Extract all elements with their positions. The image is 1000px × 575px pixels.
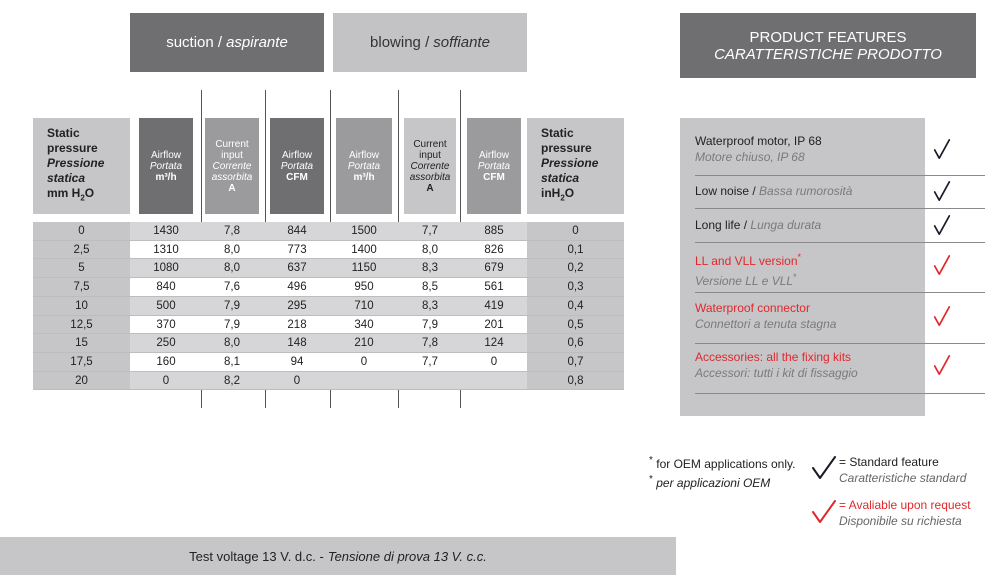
table-cell: 8,3: [422, 262, 438, 275]
table-cell: 8,5: [422, 281, 438, 294]
upon-request-legend: = Avaliable upon request Disponibile su richiesta: [839, 498, 971, 528]
table-row: [33, 334, 624, 352]
table-cell: 0,5: [527, 316, 624, 334]
static-pressure-mm-header: Static pressure Pressione statica mm $H_2O$: [33, 118, 130, 214]
table-cell: 250: [156, 337, 176, 350]
table-cell: 679: [484, 262, 504, 275]
check-icon: [932, 138, 952, 160]
table-cell: 8,0: [422, 243, 438, 256]
feature-label-italian: Accessori: tutti i kit di fissaggio: [695, 366, 858, 380]
table-cell: 561: [484, 281, 504, 294]
feature-label: Low noise /: [695, 184, 756, 198]
table-cell: 1500: [351, 225, 377, 237]
table-cell: 773: [287, 243, 307, 256]
table-cell: 8,1: [224, 355, 240, 368]
product-features-header: PRODUCT FEATURES CARATTERISTICHE PRODOTTO: [680, 13, 976, 78]
feature-divider: [695, 292, 985, 293]
table-cell: [467, 372, 521, 390]
table-cell: 419: [484, 299, 504, 312]
table-cell: 7,5: [33, 278, 130, 296]
table-cell: 295: [287, 299, 307, 312]
table-cell: 8,2: [224, 374, 240, 387]
feature-label-italian: Connettori a tenuta stagna: [695, 317, 837, 331]
table-cell: 148: [287, 337, 307, 350]
table-cell: 2,5: [33, 241, 130, 259]
feature-label-italian: Motore chiuso, IP 68: [695, 150, 805, 164]
blowing-airflow-header: Airflow Portata m³/h: [336, 118, 392, 214]
table-cell: 10: [33, 297, 130, 315]
check-icon: [811, 455, 837, 481]
table-cell: 1150: [351, 262, 377, 275]
table-cell: 500: [156, 299, 176, 312]
table-row: [33, 353, 624, 371]
table-cell: 0: [293, 374, 301, 387]
blowing-cfm-header: Airflow Portata CFM: [467, 118, 521, 214]
suction-cfm-header: Airflow Portata CFM: [270, 118, 324, 214]
table-cell: 218: [287, 318, 307, 331]
table-cell: 0,7: [527, 353, 624, 371]
table-cell: 7,7: [422, 355, 438, 368]
table-cell: 0: [527, 222, 624, 240]
static-pressure-in-header: Static pressure Pressione statica inH$_2$O: [527, 118, 624, 214]
table-cell: 7,8: [224, 225, 240, 237]
table-cell: 1080: [153, 262, 179, 275]
table-cell: 17,5: [33, 353, 130, 371]
table-cell: 0,6: [527, 334, 624, 352]
feature-divider: [695, 175, 985, 176]
table-cell: 1400: [351, 243, 377, 256]
table-cell: 8,0: [224, 262, 240, 275]
table-cell: 8,0: [224, 243, 240, 256]
suction-airflow-header: Airflow Portata m³/h: [139, 118, 193, 214]
table-cell: 710: [354, 299, 374, 312]
table-row: [33, 372, 624, 390]
table-row: [33, 278, 624, 296]
feature-label: Waterproof motor, IP 68: [695, 134, 822, 148]
table-cell: 12,5: [33, 316, 130, 334]
table-cell: 950: [354, 281, 374, 294]
feature-label: LL and VLL version: [695, 254, 798, 268]
feature-label-italian: Versione LL e VLL: [695, 274, 794, 288]
table-row: [33, 297, 624, 315]
row-divider: [33, 389, 624, 390]
table-cell: 201: [484, 318, 504, 331]
table-cell: 7,9: [224, 299, 240, 312]
table-cell: 7,6: [224, 281, 240, 294]
table-row: [33, 259, 624, 277]
check-icon: [811, 499, 837, 525]
table-cell: 0: [360, 355, 368, 368]
blowing-current-header: Current input Corrente assorbita A: [404, 118, 456, 214]
suction-current-header: Current input Corrente assorbita A: [205, 118, 259, 214]
table-cell: 844: [287, 225, 307, 237]
check-icon: [932, 254, 952, 276]
table-cell: 15: [33, 334, 130, 352]
feature-label: Waterproof connector: [695, 301, 810, 315]
feature-label: Long life /: [695, 218, 748, 232]
standard-feature-legend: = Standard feature Caratteristiche standard: [839, 455, 967, 485]
table-cell: 0,4: [527, 297, 624, 315]
feature-divider: [695, 393, 985, 394]
table-cell: 7,9: [422, 318, 438, 331]
feature-divider: [695, 242, 985, 243]
test-voltage-footer: Test voltage 13 V. d.c. - Tensione di prova 13 V. c.c.: [0, 537, 676, 575]
feature-divider: [695, 208, 985, 209]
oem-asterisk: *: [797, 252, 802, 262]
table-cell: 124: [484, 337, 504, 350]
table-cell: 210: [354, 337, 374, 350]
table-cell: 160: [156, 355, 176, 368]
table-cell: 8,3: [422, 299, 438, 312]
table-cell: 7,7: [422, 225, 438, 237]
table-cell: 826: [484, 243, 504, 256]
feature-label-italian: Bassa rumorosità: [759, 184, 853, 198]
table-cell: 1430: [153, 225, 179, 237]
table-cell: [336, 372, 392, 390]
table-cell: 370: [156, 318, 176, 331]
table-row: [33, 222, 624, 240]
check-icon: [932, 180, 952, 202]
table-cell: 5: [33, 259, 130, 277]
table-cell: 8,0: [224, 337, 240, 350]
table-cell: 0,1: [527, 241, 624, 259]
oem-asterisk: *: [793, 272, 797, 282]
suction-header: suction / aspirante: [130, 13, 324, 72]
table-cell: [404, 372, 456, 390]
table-row: [33, 316, 624, 334]
check-icon: [932, 305, 952, 327]
table-cell: 340: [354, 318, 374, 331]
table-cell: 0: [490, 355, 498, 368]
table-cell: 0,2: [527, 259, 624, 277]
table-cell: 637: [287, 262, 307, 275]
table-cell: 0,8: [527, 372, 624, 390]
table-cell: 94: [290, 355, 304, 368]
table-cell: 0: [162, 374, 170, 387]
check-icon: [932, 354, 952, 376]
feature-label-italian: Lunga durata: [750, 218, 822, 232]
table-cell: 0,3: [527, 278, 624, 296]
table-cell: 7,9: [224, 318, 240, 331]
feature-label: Accessories: all the fixing kits: [695, 350, 852, 364]
check-icon: [932, 214, 952, 236]
feature-divider: [695, 343, 985, 344]
table-cell: 840: [156, 281, 176, 294]
table-cell: 20: [33, 372, 130, 390]
table-row: [33, 241, 624, 259]
table-cell: 7,8: [422, 337, 438, 350]
table-cell: 496: [287, 281, 307, 294]
blowing-header: blowing / soffiante: [333, 13, 527, 72]
table-cell: 1310: [153, 243, 179, 256]
table-cell: 0: [33, 222, 130, 240]
oem-note: * for OEM applications only. * per applicazioni OEM: [649, 455, 796, 490]
table-cell: 885: [484, 225, 504, 237]
